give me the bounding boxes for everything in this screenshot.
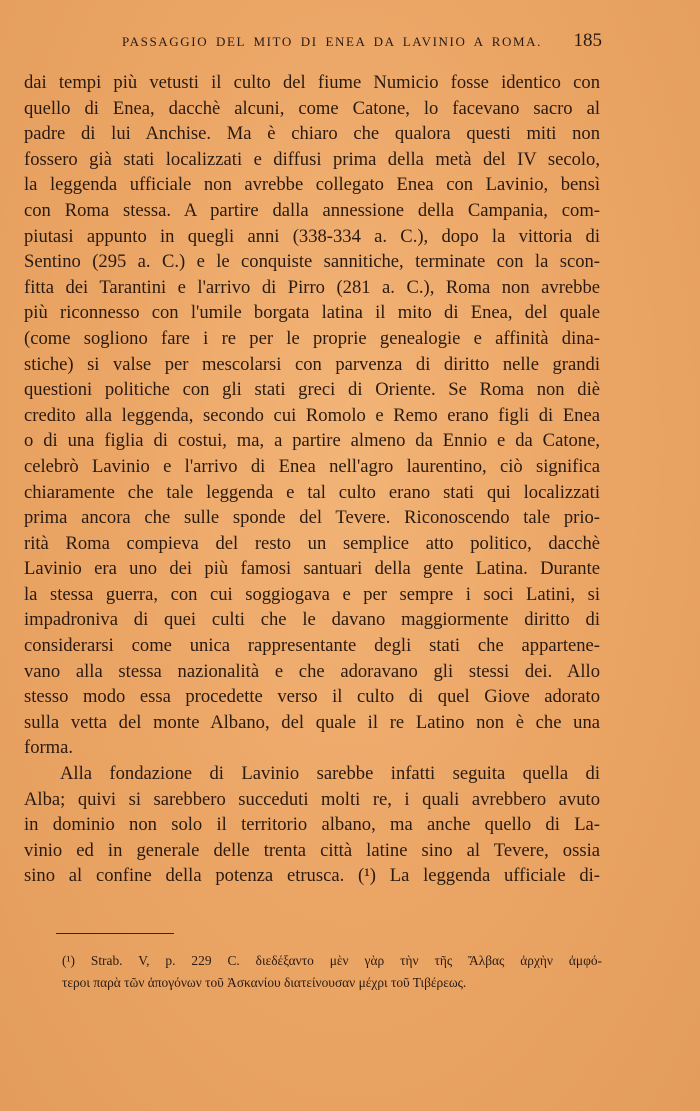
text-line: vinio ed in generale delle trenta città latine sino al Tevere, ossia: [24, 839, 600, 861]
footnote: [62, 950, 602, 994]
text-line: questioni politiche con gli stati greci di Oriente. Se Roma non diè: [24, 379, 600, 401]
footnote-line: (¹) Strab. V, p. 229 C. διεδέξαντο μὲν γὰρ τὴν τῆς Ἄλβας ἀρχὴν ἀμφό-: [62, 953, 602, 968]
text-line: forma.: [24, 737, 74, 759]
page-number: 185: [573, 30, 602, 51]
text-line: sulla vetta del monte Albano, del quale il re Latino non è che una: [24, 711, 600, 733]
text-line: dai tempi più vetusti il culto del fiume Numicio fosse identico con: [24, 72, 600, 93]
text-line: Sentino (295 a. C.) e le conquiste sannitiche, terminate con la scon-: [24, 251, 600, 273]
text-line: celebrò Lavinio e l'arrivo di Enea nell'agro laurentino, ciò significa: [24, 455, 600, 477]
footnote-line: τεροι παρὰ τῶν ἀπογόνων τοῦ Ἀσκανίου διατείνουσαν μέχρι τοῦ Τιβέρεως.: [62, 975, 467, 990]
text-line: impadroniva di quei culti che le davano maggiormente diritto di: [24, 609, 600, 631]
text-line: stiche) si valse per mescolarsi con parvenza di diritto nelle grandi: [24, 353, 600, 375]
text-line: padre di lui Anchise. Ma è chiaro che qualora questi miti non: [24, 123, 600, 145]
running-head: [24, 30, 602, 51]
text-line: la leggenda ufficiale non avrebbe collegato Enea con Lavinio, bensì: [24, 174, 600, 196]
text-line: rità Roma compieva del resto un semplice atto politico, dacchè: [24, 532, 600, 554]
text-line: Alba; quivi si sarebbero succeduti molti re, i quali avrebbero avuto: [24, 788, 600, 810]
text-line: in dominio non solo il territorio albano, ma anche quello di La-: [24, 814, 600, 836]
text-line: fitta dei Tarantini e l'arrivo di Pirro (281 a. C.), Roma non avrebbe: [24, 276, 600, 298]
text-line: fossero già stati localizzati e diffusi prima della metà del IV secolo,: [24, 148, 600, 170]
text-line: Alla fondazione di Lavinio sarebbe infatti seguita quella di: [60, 763, 600, 785]
text-line: o di una figlia di costui, ma, a partire almeno da Ennio e da Catone,: [24, 430, 600, 452]
text-line: quello di Enea, dacchè alcuni, come Catone, lo facevano sacro al: [24, 97, 600, 119]
text-line: chiaramente che tale leggenda e tal culto erano stati qui localizzati: [24, 481, 600, 503]
text-line: vano alla stessa nazionalità e che adoravano gli stessi dei. Allo: [24, 660, 600, 682]
text-line: piutasi appunto in quegli anni (338-334 a. C.), dopo la vittoria di: [24, 225, 600, 247]
text-line: prima ancora che sulle sponde del Tevere. Riconoscendo tale prio-: [24, 507, 600, 529]
text-line: la stessa guerra, con cui soggiogava e per sempre i soci Latini, si: [24, 583, 600, 605]
text-line: stesso modo essa procedette verso il culto di quel Giove adorato: [24, 686, 600, 708]
text-line: credito alla leggenda, secondo cui Romolo e Remo erano figli di Enea: [24, 404, 600, 426]
text-line: (come sogliono fare i re per le proprie genealogie e affinità dina-: [24, 327, 600, 349]
text-line: più riconnesso con l'umile borgata latina il mito di Enea, del quale: [24, 302, 600, 324]
body-text: [24, 70, 600, 889]
footnote-rule: [56, 933, 174, 934]
text-line: considerarsi come unica rappresentante degli stati che appartene-: [24, 635, 600, 657]
running-title: PASSAGGIO DEL MITO DI ENEA DA LAVINIO A ROMA.: [122, 34, 542, 49]
text-line: Lavinio era uno dei più famosi santuari della gente Latina. Durante: [24, 558, 600, 580]
text-line: sino al confine della potenza etrusca. (¹) La leggenda ufficiale di-: [24, 865, 600, 887]
text-line: con Roma stessa. A partire dalla annessione della Campania, com-: [24, 199, 600, 221]
